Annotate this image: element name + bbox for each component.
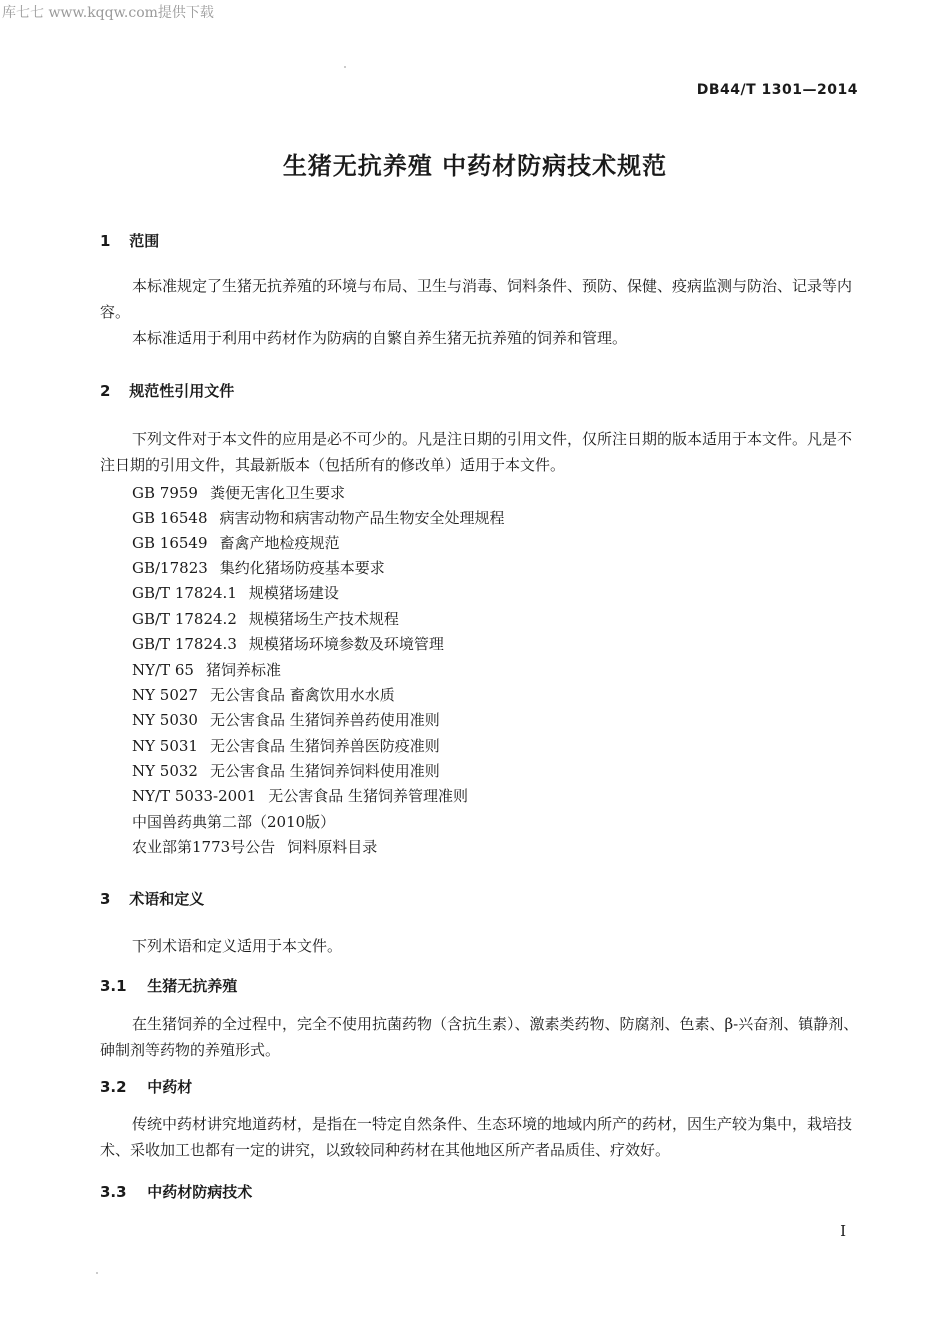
section-1-heading	[100, 230, 159, 251]
section-number: 3.2	[100, 1078, 127, 1096]
section-number: 3.3	[100, 1183, 127, 1201]
reference-item: NY 5032 无公害食品 生猪饲养饲料使用准则	[132, 762, 440, 780]
section-3-2-heading	[100, 1076, 192, 1097]
scan-speck	[344, 66, 346, 68]
reference-item: GB 16548 病害动物和病害动物产品生物安全处理规程	[132, 509, 505, 527]
watermark: 库七七 www.kqqw.com提供下载	[2, 5, 214, 21]
section-3-3-heading	[100, 1181, 252, 1202]
section-1-paragraph-1: 本标准规定了生猪无抗养殖的环境与布局、卫生与消毒、饲料条件、预防、保健、疫病监测与防治、记录等内容。	[100, 277, 853, 321]
section-title: 规范性引用文件	[129, 382, 235, 400]
page-number: I	[840, 1222, 846, 1240]
section-number: 3	[100, 890, 111, 908]
section-title: 中药材	[147, 1078, 193, 1096]
reference-item: NY/T 5033-2001 无公害食品 生猪饲养管理准则	[132, 787, 469, 805]
reference-item: GB 16549 畜禽产地检疫规范	[132, 534, 340, 552]
reference-item: GB/17823 集约化猪场防疫基本要求	[132, 559, 385, 577]
page-title: 生猪无抗养殖 中药材防病技术规范	[282, 152, 668, 180]
reference-item: NY/T 65 猪饲养标准	[132, 661, 281, 679]
reference-item: GB 7959 粪便无害化卫生要求	[132, 484, 345, 502]
section-number: 2	[100, 382, 111, 400]
section-number: 1	[100, 232, 111, 250]
section-number: 3.1	[100, 977, 127, 995]
reference-item: 农业部第1773号公告 饲料原料目录	[132, 838, 378, 856]
reference-item: 中国兽药典第二部（2010版）	[132, 813, 336, 831]
section-3-2-paragraph: 传统中药材讲究地道药材，是指在一特定自然条件、生态环境的地域内所产的药材，因生产较为集中，栽培技术、采收加工也都有一定的讲究，以致较同种药材在其他地区所产者品质佳、疗效好。	[100, 1115, 853, 1159]
section-title: 生猪无抗养殖	[147, 977, 238, 995]
reference-item: NY 5030 无公害食品 生猪饲养兽药使用准则	[132, 711, 440, 729]
section-title: 范围	[129, 232, 160, 250]
reference-item: GB/T 17824.1 规模猪场建设	[132, 584, 339, 602]
standard-number: DB44/T 1301—2014	[696, 82, 858, 98]
section-3-heading	[100, 888, 204, 909]
section-3-paragraph-1: 下列术语和定义适用于本文件。	[132, 937, 343, 955]
reference-item: NY 5031 无公害食品 生猪饲养兽医防疫准则	[132, 737, 440, 755]
scan-speck	[96, 1272, 98, 1274]
section-2-heading	[100, 380, 234, 401]
reference-item: GB/T 17824.3 规模猪场环境参数及环境管理	[132, 635, 444, 653]
section-title: 中药材防病技术	[147, 1183, 253, 1201]
section-1-paragraph-2: 本标准适用于利用中药材作为防病的自繁自养生猪无抗养殖的饲养和管理。	[132, 329, 628, 347]
section-2-paragraph-1: 下列文件对于本文件的应用是必不可少的。凡是注日期的引用文件，仅所注日期的版本适用于本文件。凡是不注日期的引用文件，其最新版本（包括所有的修改单）适用于本文件。	[100, 430, 853, 474]
section-3-1-heading	[100, 975, 237, 996]
section-3-1-paragraph: 在生猪饲养的全过程中，完全不使用抗菌药物（含抗生素）、激素类药物、防腐剂、色素、β-兴奋剂、镇静剂、砷制剂等药物的养殖形式。	[100, 1015, 859, 1059]
reference-item: NY 5027 无公害食品 畜禽饮用水水质	[132, 686, 395, 704]
reference-item: GB/T 17824.2 规模猪场生产技术规程	[132, 610, 399, 628]
section-title: 术语和定义	[129, 890, 205, 908]
